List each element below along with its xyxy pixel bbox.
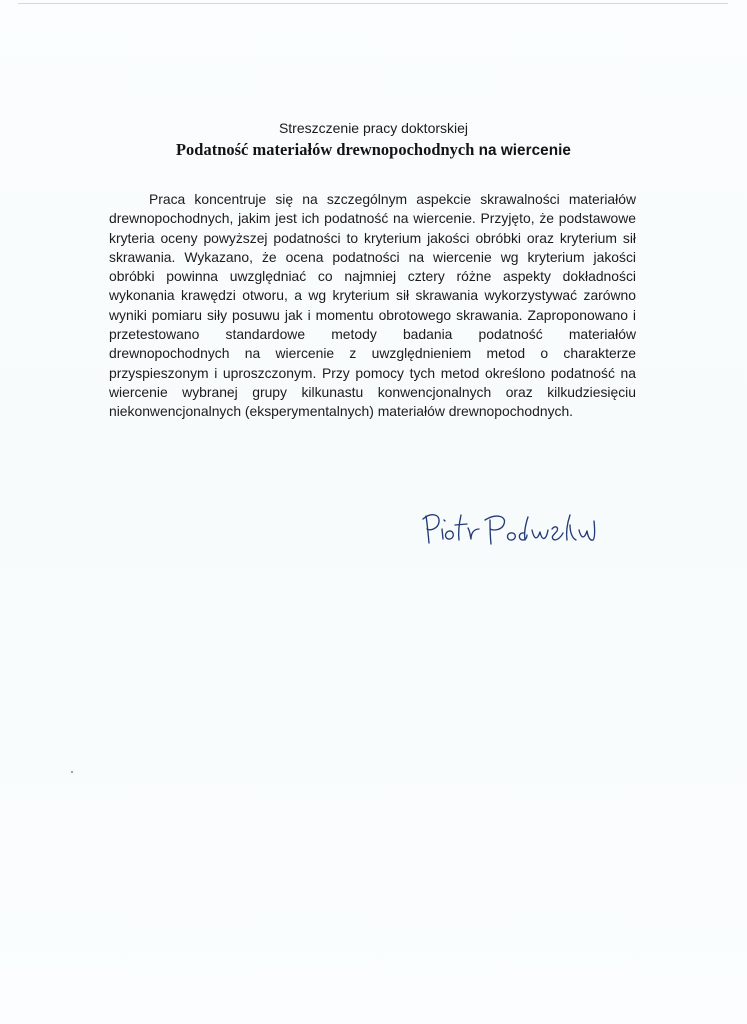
document-title-sans: na wiercenie	[478, 142, 571, 159]
abstract-line: drewnopochodnych, jakim jest ich podatność na wiercenie. Przyjęto, że podstawowe	[109, 210, 636, 227]
abstract-line: kryteria oceny powyższej podatności to kryterium jakości obróbki oraz kryterium sił	[109, 229, 636, 246]
document-title	[0, 140, 747, 160]
abstract-line: obróbki powinna uwzględniać co najmniej cztery różne aspekty dokładności	[109, 268, 636, 285]
document-subtitle: Streszczenie pracy doktorskiej	[278, 120, 469, 136]
abstract-line: przetestowano standardowe metody badania podatność materiałów	[109, 326, 636, 343]
abstract-line: niekonwencjonalnych (eksperymentalnych) materiałów drewnopochodnych.	[109, 403, 574, 420]
abstract-line: wykonania krawędzi otworu, a wg kryterium sił skrawania wykorzystywać zarówno	[109, 287, 636, 304]
margin-dot	[71, 771, 73, 773]
abstract-line: wyniki pomiaru siły posuwu jak i momentu obrotowego skrawania. Zaproponowano i	[109, 306, 636, 323]
abstract-line: skrawania. Wykazano, że ocena podatności na wiercenie wg kryterium jakości	[109, 248, 636, 265]
abstract-line: przyspieszonym i uproszczonym. Przy pomocy tych metod określono podatność na	[109, 364, 636, 381]
signature-icon	[420, 504, 598, 556]
abstract-paragraph	[109, 190, 636, 422]
handwritten-signature	[420, 504, 598, 556]
abstract-line: drewnopochodnych na wiercenie z uwzględnieniem metod o charakterze	[109, 345, 636, 362]
document-title-serif: Podatność materiałów drewnopochodnych	[175, 140, 475, 159]
abstract-line: Praca koncentruje się na szczególnym aspekcie skrawalności materiałów	[149, 191, 636, 207]
page-top-rule	[18, 3, 728, 4]
abstract-line: wiercenie wybranej grupy kilkunastu konwencjonalnych oraz kilkudziesięciu	[109, 383, 636, 400]
